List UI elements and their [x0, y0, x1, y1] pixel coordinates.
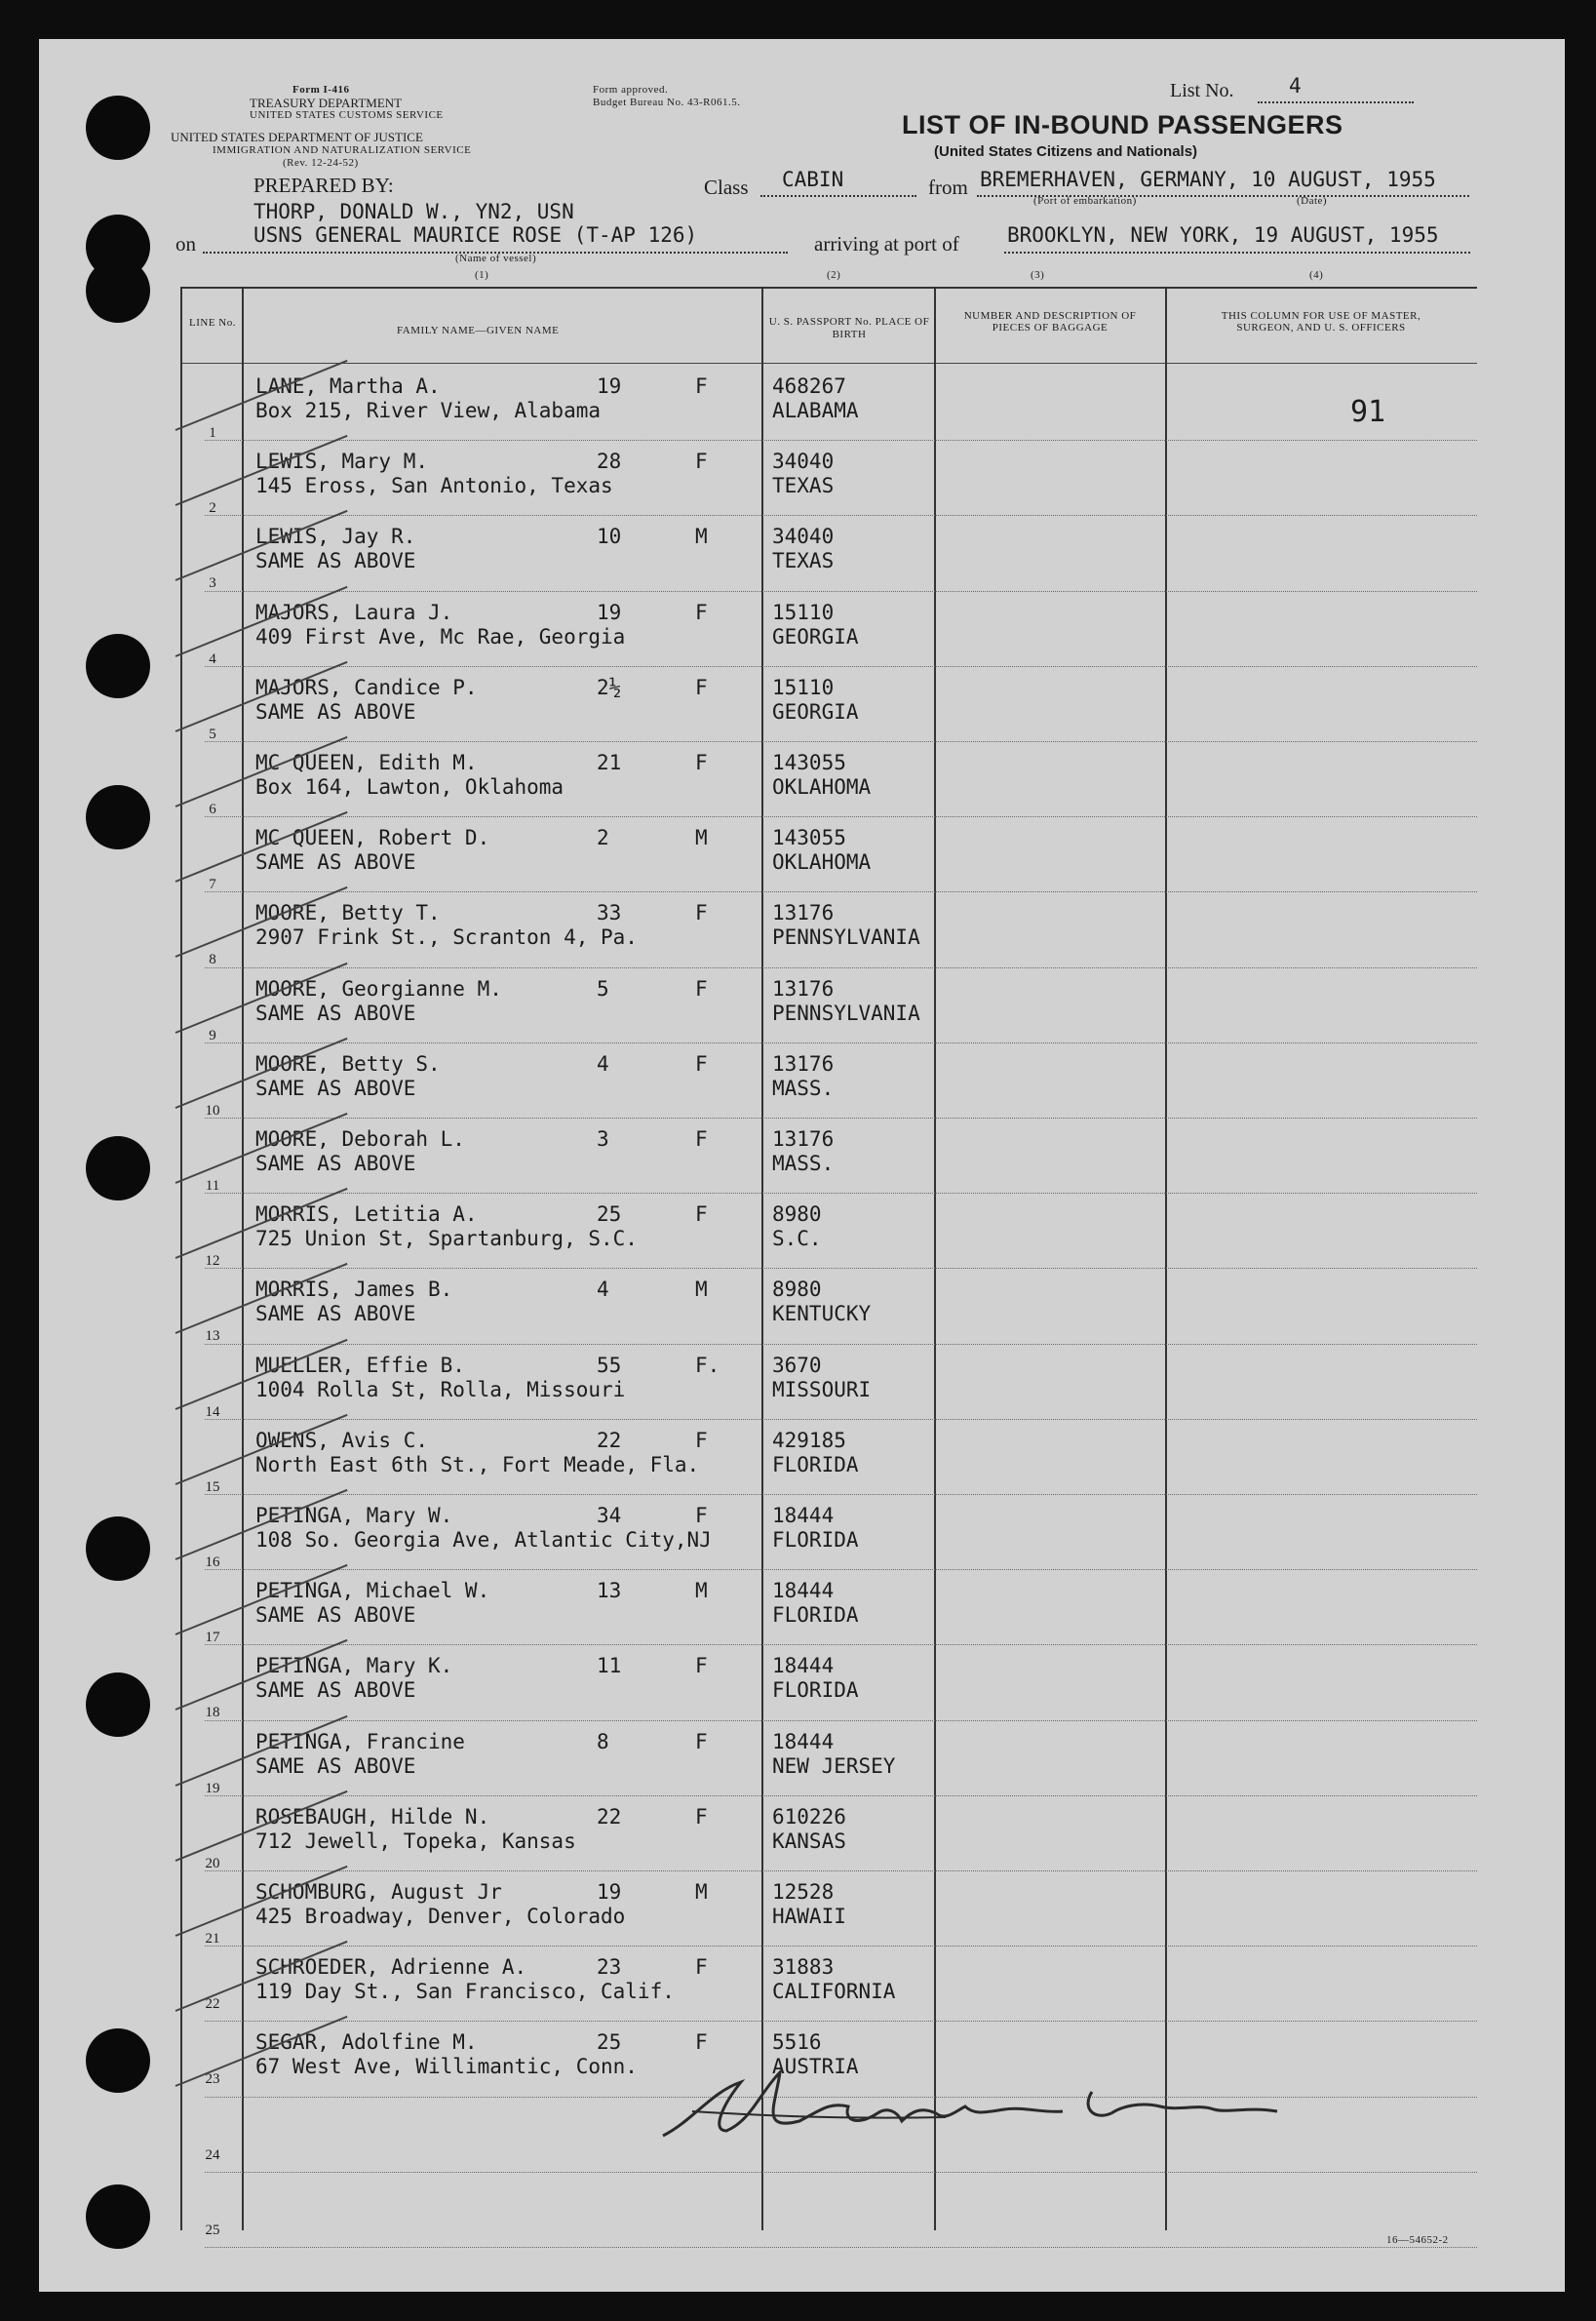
passenger-age: 13	[597, 1579, 622, 1603]
row-divider	[205, 1042, 1477, 1043]
header-passport: U. S. PASSPORT No. PLACE OF BIRTH	[768, 316, 930, 340]
line-number: 11	[205, 1178, 220, 1194]
place-of-birth: FLORIDA	[772, 1452, 859, 1476]
passenger-address: 725 Union St, Spartanburg, S.C.	[255, 1227, 638, 1251]
binder-hole	[86, 785, 150, 849]
passenger-name: LEWIS, Mary M.	[255, 450, 429, 474]
place-of-birth: TEXAS	[772, 549, 835, 573]
passenger-sex: F	[695, 2030, 708, 2055]
place-of-birth: KENTUCKY	[772, 1302, 872, 1326]
passenger-address: SAME AS ABOVE	[255, 1001, 416, 1025]
passenger-sex: F	[695, 1428, 708, 1452]
passenger-name: MOORE, Deborah L.	[255, 1127, 465, 1151]
officer-note: 91	[1350, 395, 1386, 429]
passenger-age: 33	[597, 901, 622, 925]
line-number: 4	[209, 650, 216, 667]
passenger-address: Box 164, Lawton, Oklahoma	[255, 775, 564, 799]
passenger-address: 409 First Ave, Mc Rae, Georgia	[255, 624, 626, 649]
passenger-age: 11	[597, 1654, 622, 1678]
line-number: 24	[205, 2146, 220, 2163]
passenger-age: 2½	[597, 675, 622, 699]
date-caption: (Date)	[1297, 195, 1328, 207]
passenger-age: 19	[597, 374, 622, 398]
passenger-name: LEWIS, Jay R.	[255, 525, 416, 549]
passenger-name: MORRIS, Letitia A.	[255, 1202, 478, 1227]
passenger-address: SAME AS ABOVE	[255, 1302, 416, 1326]
passenger-sex: F	[695, 450, 708, 474]
line-number: 13	[205, 1328, 220, 1345]
row-divider	[205, 1419, 1477, 1420]
line-number: 17	[205, 1630, 220, 1646]
passenger-age: 19	[597, 600, 622, 624]
passenger-sex: M	[695, 1278, 708, 1302]
justice-label: UNITED STATES DEPARTMENT OF JUSTICE	[171, 130, 423, 144]
binder-hole	[86, 1516, 150, 1581]
row-divider	[205, 1494, 1477, 1495]
passenger-age: 8	[597, 1729, 609, 1753]
line-number: 6	[209, 802, 216, 817]
binder-hole	[86, 2184, 150, 2249]
passport-number: 468267	[772, 374, 846, 398]
line-number: 2	[209, 500, 216, 517]
line-number: 8	[209, 952, 216, 968]
passenger-sex: F	[695, 976, 708, 1001]
passenger-name: MUELLER, Effie B.	[255, 1353, 465, 1377]
on-label: on	[175, 232, 196, 256]
passenger-address: SAME AS ABOVE	[255, 1753, 416, 1778]
passenger-address: SAME AS ABOVE	[255, 1603, 416, 1628]
passenger-sex: F	[695, 1504, 708, 1527]
place-of-birth: OKLAHOMA	[772, 850, 872, 875]
place-of-birth: NEW JERSEY	[772, 1753, 896, 1778]
document-title: LIST OF IN-BOUND PASSENGERS	[902, 110, 1343, 139]
row-divider	[205, 1569, 1477, 1570]
passenger-name: MOORE, Betty S.	[255, 1051, 441, 1076]
vessel-name: USNS GENERAL MAURICE ROSE (T-AP 126)	[253, 223, 698, 247]
place-of-birth: CALIFORNIA	[772, 1980, 896, 2004]
passenger-address: 425 Broadway, Denver, Colorado	[255, 1905, 626, 1928]
passenger-sex: M	[695, 1579, 708, 1603]
passport-number: 15110	[772, 600, 835, 624]
passenger-age: 19	[597, 1880, 622, 1904]
row-divider	[205, 1795, 1477, 1796]
row-divider	[205, 1344, 1477, 1345]
passenger-name: ROSEBAUGH, Hilde N.	[255, 1804, 490, 1829]
passenger-sex: F	[695, 1804, 708, 1829]
passenger-sex: F	[695, 901, 708, 925]
row-divider	[205, 2172, 1477, 2173]
line-number: 14	[205, 1403, 220, 1420]
passenger-sex: F	[695, 374, 708, 398]
passenger-age: 4	[597, 1051, 609, 1076]
row-divider	[205, 515, 1477, 516]
passenger-address: SAME AS ABOVE	[255, 699, 416, 724]
passport-number: 13176	[772, 1051, 835, 1076]
passenger-address: 108 So. Georgia Ave, Atlantic City,NJ	[255, 1528, 712, 1552]
passenger-age: 5	[597, 976, 609, 1001]
passport-number: 18444	[772, 1654, 835, 1678]
list-no-value: 4	[1289, 74, 1302, 98]
passport-number: 143055	[772, 826, 846, 850]
binder-hole	[86, 96, 150, 160]
row-divider	[205, 741, 1477, 742]
row-divider	[205, 1193, 1477, 1194]
customs-label: UNITED STATES CUSTOMS SERVICE	[250, 109, 444, 121]
passenger-name: SCHOMBURG, August Jr	[255, 1880, 502, 1904]
place-of-birth: ALABAMA	[772, 399, 859, 422]
passport-number: 8980	[772, 1202, 822, 1227]
ins-label: IMMIGRATION AND NATURALIZATION SERVICE	[213, 144, 472, 156]
line-number: 7	[209, 877, 216, 893]
passenger-age: 28	[597, 450, 622, 474]
line-number: 12	[205, 1253, 220, 1270]
line-number: 25	[205, 2222, 220, 2238]
row-divider	[205, 816, 1477, 817]
row-divider	[205, 2021, 1477, 2022]
passenger-sex: F	[695, 1051, 708, 1076]
passenger-name: MOORE, Betty T.	[255, 901, 441, 925]
passenger-address: 145 Eross, San Antonio, Texas	[255, 474, 613, 498]
place-of-birth: PENNSYLVANIA	[772, 1001, 920, 1025]
passport-number: 15110	[772, 675, 835, 699]
port-embarkation-caption: (Port of embarkation)	[1033, 195, 1137, 207]
binder-hole	[86, 634, 150, 698]
form-number: Form I-416	[292, 84, 350, 96]
passenger-name: MC QUEEN, Robert D.	[255, 826, 490, 850]
passenger-name: MAJORS, Laura J.	[255, 600, 453, 624]
line-number: 9	[209, 1027, 216, 1043]
from-label: from	[928, 176, 968, 199]
arrival-value: BROOKLYN, NEW YORK, 19 AUGUST, 1955	[1007, 223, 1439, 247]
place-of-birth: MASS.	[772, 1152, 835, 1175]
passenger-age: 25	[597, 1202, 622, 1227]
passport-number: 31883	[772, 1955, 835, 1980]
line-number: 21	[205, 1931, 220, 1947]
passenger-name: PETINGA, Michael W.	[255, 1579, 490, 1603]
approved-label: Form approved.	[593, 84, 669, 96]
passenger-age: 55	[597, 1353, 622, 1377]
place-of-birth: HAWAII	[772, 1905, 846, 1928]
row-divider	[205, 891, 1477, 892]
passenger-sex: F	[695, 1955, 708, 1980]
place-of-birth: GEORGIA	[772, 624, 859, 649]
row-divider	[205, 1268, 1477, 1269]
passenger-sex: F	[695, 600, 708, 624]
row-divider	[205, 440, 1477, 441]
passenger-address: 119 Day St., San Francisco, Calif.	[255, 1980, 675, 2004]
document-subtitle: (United States Citizens and Nationals)	[934, 143, 1198, 160]
line-number: 3	[209, 575, 216, 592]
row-divider	[205, 2247, 1477, 2248]
passport-number: 13176	[772, 901, 835, 925]
line-number: 10	[205, 1102, 220, 1119]
passenger-address: Box 215, River View, Alabama	[255, 399, 602, 422]
row-divider	[205, 1946, 1477, 1947]
passenger-age: 10	[597, 525, 622, 549]
passenger-sex: F	[695, 675, 708, 699]
passport-number: 34040	[772, 450, 835, 474]
line-number: 16	[205, 1554, 220, 1570]
signature	[653, 2053, 1287, 2160]
passenger-address: SAME AS ABOVE	[255, 1076, 416, 1100]
row-divider	[205, 1870, 1477, 1871]
passenger-age: 25	[597, 2030, 622, 2055]
column-number: (1)	[475, 269, 489, 281]
passenger-age: 22	[597, 1804, 622, 1829]
passenger-age: 4	[597, 1278, 609, 1302]
row-divider	[205, 1720, 1477, 1721]
passenger-sex: F.	[695, 1353, 720, 1377]
passport-number: 13176	[772, 1127, 835, 1151]
binder-hole	[86, 258, 150, 323]
class-value: CABIN	[782, 168, 844, 191]
passenger-age: 22	[597, 1428, 622, 1452]
passport-number: 5516	[772, 2030, 822, 2055]
passenger-name: MORRIS, James B.	[255, 1278, 453, 1302]
line-number: 15	[205, 1478, 220, 1495]
passport-number: 143055	[772, 751, 846, 774]
binder-hole	[86, 1672, 150, 1737]
passport-number: 18444	[772, 1504, 835, 1527]
passenger-name: MOORE, Georgianne M.	[255, 976, 502, 1001]
passenger-address: 2907 Frink St., Scranton 4, Pa.	[255, 925, 638, 950]
passenger-sex: M	[695, 826, 708, 850]
passenger-sex: M	[695, 1880, 708, 1904]
class-label: Class	[704, 176, 749, 199]
passenger-address: 1004 Rolla St, Rolla, Missouri	[255, 1377, 626, 1401]
form-footer-code: 16—54652-2	[1386, 2234, 1449, 2246]
passport-number: 8980	[772, 1278, 822, 1302]
binder-hole	[86, 2028, 150, 2093]
header-officers: THIS COLUMN FOR USE OF MASTER, SURGEON, AND U. S. OFFICERS	[1221, 310, 1421, 334]
passenger-name: MAJORS, Candice P.	[255, 675, 478, 699]
place-of-birth: AUSTRIA	[772, 2055, 859, 2079]
passport-number: 610226	[772, 1804, 846, 1829]
place-of-birth: GEORGIA	[772, 699, 859, 724]
place-of-birth: MISSOURI	[772, 1377, 872, 1401]
passport-number: 18444	[772, 1729, 835, 1753]
passenger-age: 3	[597, 1127, 609, 1151]
passenger-name: SCHROEDER, Adrienne A.	[255, 1955, 527, 1980]
passenger-age: 2	[597, 826, 609, 850]
passport-number: 3670	[772, 1353, 822, 1377]
header-name: FAMILY NAME—GIVEN NAME	[397, 325, 560, 336]
passenger-sex: M	[695, 525, 708, 549]
line-number: 18	[205, 1705, 220, 1721]
prepared-by-label: PREPARED BY:	[253, 174, 394, 197]
passport-number: 13176	[772, 976, 835, 1001]
passenger-sex: F	[695, 751, 708, 774]
header-line-no: LINE No.	[189, 317, 236, 329]
passport-number: 12528	[772, 1880, 835, 1904]
passenger-sex: F	[695, 1127, 708, 1151]
place-of-birth: FLORIDA	[772, 1528, 859, 1552]
preparer-name: THORP, DONALD W., YN2, USN	[253, 200, 574, 223]
passenger-sex: F	[695, 1654, 708, 1678]
passport-number: 429185	[772, 1428, 846, 1452]
column-number: (2)	[827, 269, 841, 281]
line-number: 22	[205, 1996, 220, 2013]
from-value: BREMERHAVEN, GERMANY, 10 AUGUST, 1955	[980, 168, 1436, 191]
row-divider	[205, 967, 1477, 968]
place-of-birth: S.C.	[772, 1227, 822, 1251]
passenger-age: 21	[597, 751, 622, 774]
passenger-name: PETINGA, Mary K.	[255, 1654, 453, 1678]
passenger-name: PETINGA, Mary W.	[255, 1504, 453, 1527]
passenger-address: SAME AS ABOVE	[255, 850, 416, 875]
treasury-label: TREASURY DEPARTMENT	[250, 96, 403, 110]
revision-label: (Rev. 12-24-52)	[283, 157, 359, 169]
line-number: 5	[209, 726, 216, 742]
passenger-name: SEGAR, Adolfine M.	[255, 2030, 478, 2055]
place-of-birth: FLORIDA	[772, 1678, 859, 1703]
passenger-address: North East 6th St., Fort Meade, Fla.	[255, 1452, 700, 1476]
passenger-age: 23	[597, 1955, 622, 1980]
passenger-age: 34	[597, 1504, 622, 1527]
passenger-name: MC QUEEN, Edith M.	[255, 751, 478, 774]
place-of-birth: KANSAS	[772, 1829, 846, 1853]
place-of-birth: OKLAHOMA	[772, 775, 872, 799]
list-no-label: List No.	[1170, 80, 1234, 101]
row-divider	[205, 1118, 1477, 1119]
row-divider	[205, 1644, 1477, 1645]
passenger-address: 67 West Ave, Willimantic, Conn.	[255, 2055, 638, 2079]
passenger-name: LANE, Martha A.	[255, 374, 441, 398]
place-of-birth: PENNSYLVANIA	[772, 925, 920, 950]
header-baggage: NUMBER AND DESCRIPTION OF PIECES OF BAGGAGE	[963, 310, 1137, 334]
passenger-name: OWENS, Avis C.	[255, 1428, 429, 1452]
row-divider	[205, 666, 1477, 667]
passenger-address: SAME AS ABOVE	[255, 1678, 416, 1703]
place-of-birth: TEXAS	[772, 474, 835, 498]
row-divider	[205, 591, 1477, 592]
passport-number: 18444	[772, 1579, 835, 1603]
line-number: 1	[209, 425, 216, 441]
place-of-birth: FLORIDA	[772, 1603, 859, 1628]
arriving-label: arriving at port of	[814, 232, 959, 256]
line-number: 23	[205, 2071, 220, 2088]
passenger-sex: F	[695, 1202, 708, 1227]
passenger-address: 712 Jewell, Topeka, Kansas	[255, 1829, 576, 1853]
column-number: (3)	[1031, 269, 1045, 281]
place-of-birth: MASS.	[772, 1076, 835, 1100]
passenger-address: SAME AS ABOVE	[255, 549, 416, 573]
vessel-caption: (Name of vessel)	[455, 253, 537, 264]
passenger-address: SAME AS ABOVE	[255, 1152, 416, 1175]
column-number: (4)	[1309, 269, 1324, 281]
passenger-sex: F	[695, 1729, 708, 1753]
budget-label: Budget Bureau No. 43-R061.5.	[593, 97, 741, 108]
passport-number: 34040	[772, 525, 835, 549]
line-number: 19	[205, 1780, 220, 1796]
binder-hole	[86, 1136, 150, 1200]
passenger-name: PETINGA, Francine	[255, 1729, 465, 1753]
line-number: 20	[205, 1855, 220, 1871]
